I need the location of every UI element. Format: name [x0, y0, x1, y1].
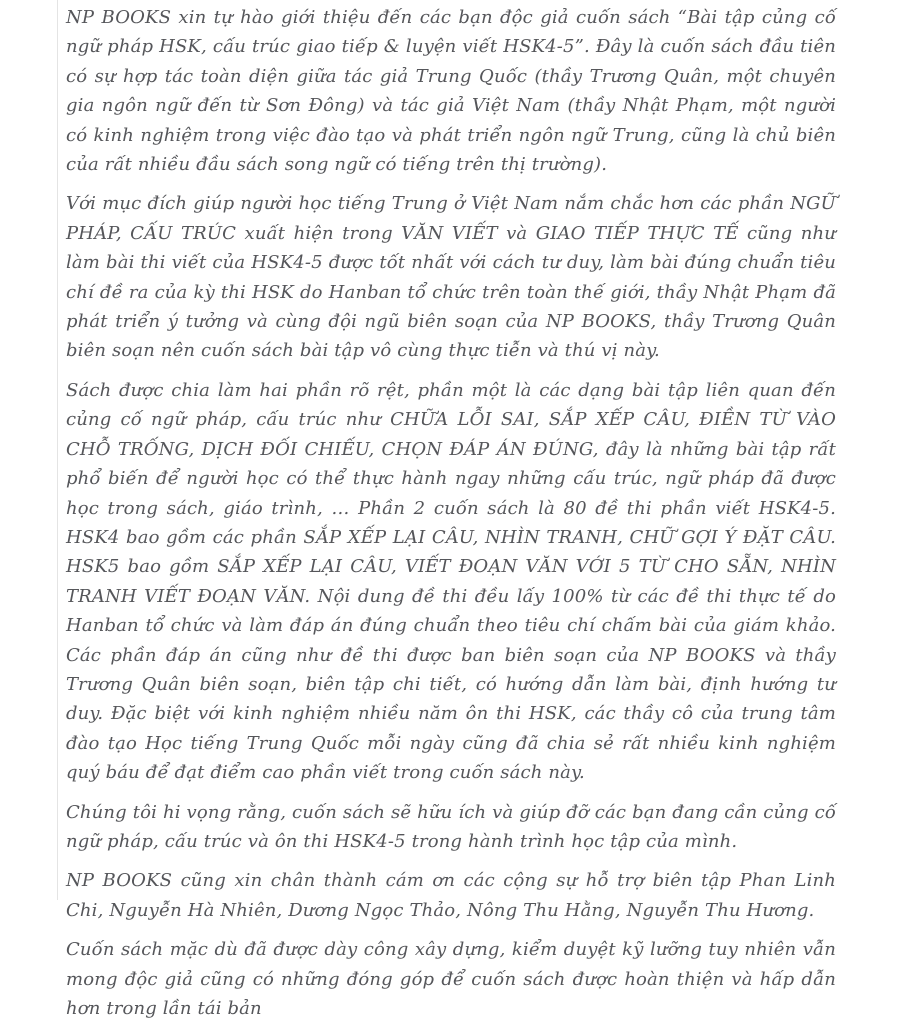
paragraph: Với mục đích giúp người học tiếng Trung ở Việt Nam nắm chắc hơn các phần NGỮ PHÁP, CẤU TRÚC xuất hiện trong VĂN VIẾT và GIAO TIẾP THỰC TẾ cũng như làm bài thi viết của HSK4-5 được tốt nhất với cách tư duy, làm bài đúng chuẩn tiêu chí đề ra của kỳ thi HSK do Hanban tổ chức trên toàn thế giới, thầy Nhật Phạm đã phát triển ý tưởng và cùng đội ngũ biên soạn của NP BOOKS, thầy Trương Quân biên soạn nên cuốn sách bài tập vô cùng thực tiễn và thú vị này.: [66, 193, 836, 362]
paragraph: Chúng tôi hi vọng rằng, cuốn sách sẽ hữu ích và giúp đỡ các bạn đang cần củng cố ngữ pháp, cấu trúc và ôn thi HSK4-5 trong hành trình học tập của mình.: [66, 801, 836, 852]
paragraph: NP BOOKS cũng xin chân thành cám ơn các cộng sự hỗ trợ biên tập Phan Linh Chi, Nguyễn Hà Nhiên, Dương Ngọc Thảo, Nông Thu Hằng, Nguyễn Thu Hương.: [66, 870, 836, 921]
page-edge-line: [57, 0, 58, 900]
paragraph: NP BOOKS xin tự hào giới thiệu đến các bạn độc giả cuốn sách “Bài tập củng cố ngữ pháp HSK, cấu trúc giao tiếp & luyện viết HSK4-5”. Đây là cuốn sách đầu tiên có sự hợp tác toàn diện giữa tác giả Trung Quốc (thầy Trương Quân, một chuyên gia ngôn ngữ đến từ Sơn Đông) và tác giả Việt Nam (thầy Nhật Phạm, một người có kinh nghiệm trong việc đào tạo và phát triển ngôn ngữ Trung, cũng là chủ biên của rất nhiều đầu sách song ngữ có tiếng trên thị trường).: [66, 7, 836, 176]
paragraph: Cuốn sách mặc dù đã được dày công xây dựng, kiểm duyệt kỹ lưỡng tuy nhiên vẫn mong độc giả cũng có những đóng góp để cuốn sách được hoàn thiện và hấp dẫn hơn trong lần tái bản: [66, 939, 836, 1019]
paragraph: Sách được chia làm hai phần rõ rệt, phần một là các dạng bài tập liên quan đến củng cố ngữ pháp, cấu trúc như CHỮA LỖI SAI, SẮP XẾP CÂU, ĐIỀN TỪ VÀO CHỖ TRỐNG, DỊCH ĐỐI CHIẾU, CHỌN ĐÁP ÁN ĐÚNG, đây là những bài tập rất phổ biến để người học có thể thực hành ngay những cấu trúc, ngữ pháp đã được học trong sách, giáo trình, … Phần 2 cuốn sách là 80 đề thi phần viết HSK4-5. HSK4 bao gồm các phần SẮP XẾP LẠI CÂU, NHÌN TRANH, CHỮ GỢI Ý ĐẶT CÂU. HSK5 bao gồm SẮP XẾP LẠI CÂU, VIẾT ĐOẠN VĂN VỚI 5 TỪ CHO SẴN, NHÌN TRANH VIẾT ĐOẠN VĂN. Nội dung đề thi đều lấy 100% từ các đề thi thực tế do Hanban tổ chức và làm đáp án đúng chuẩn theo tiêu chí chấm bài của giám khảo. Các phần đáp án cũng như đề thi được ban biên soạn của NP BOOKS và thầy Trương Quân biên soạn, biên tập chi tiết, có hướng dẫn làm bài, định hướng tư duy. Đặc biệt với kinh nghiệm nhiều năm ôn thi HSK, các thầy cô của trung tâm đào tạo Học tiếng Trung Quốc mỗi ngày cũng đã chia sẻ rất nhiều kinh nghiệm quý báu để đạt điểm cao phần viết trong cuốn sách này.: [66, 379, 836, 784]
